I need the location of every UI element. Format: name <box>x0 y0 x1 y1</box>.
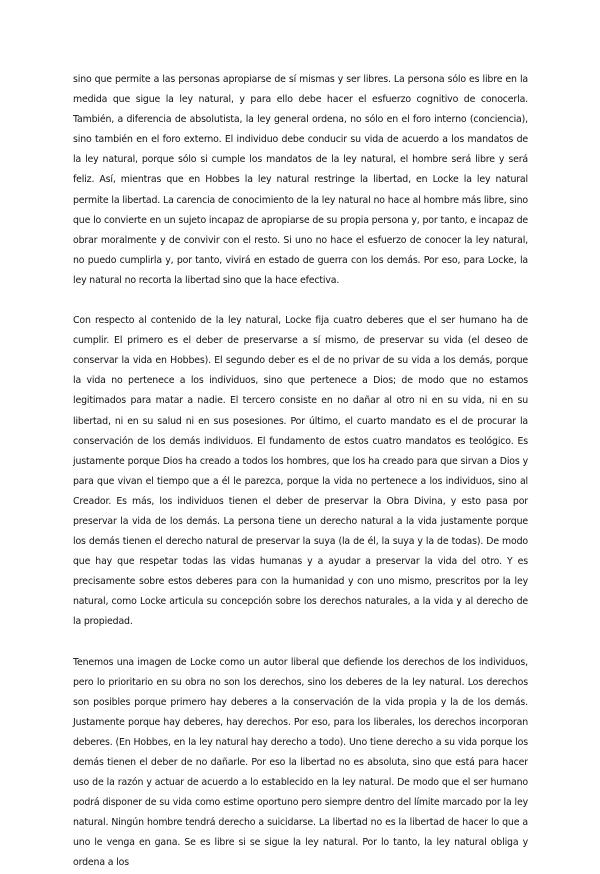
paragraph-2: Con respecto al contenido de la ley natural, Locke fija cuatro deberes que el ser humano ha de cumplir. El primero es el deber de preservarse a sí mismo, de preservar su vida (el deseo de conservar la vida en Hobbes). El segundo deber es el de no privar de su vida a los demás, porque la vida no pertenece a los individuos, sino que pertenece a Dios; de modo que no estamos legitimados para matar a nadie. El tercero consiste en no dañar al otro ni en su vida, ni en su libertad, ni en su salud ni en sus posesiones. Por último, el cuarto mandato es el de procurar la conservación de los demás individuos. El fundamento de estos cuatro mandatos es teológico. Es justamente porque Dios ha creado a todos los hombres, que los ha creado para que sirvan a Dios y para que vivan el tiempo que a él le parezca, porque la vida no pertenece a los individuos, sino al Creador. Es más, los individuos tienen el deber de preservar la Obra Divina, y esto pasa por preservar la vida de los demás. La persona tiene un derecho natural a la vida justamente porque los demás tienen el derecho natural de preservar la suya (la de él, la suya y la de todas). De modo que hay que respetar todas las vidas humanas y a ayudar a preservar la vida del otro. Y es precisamente sobre estos deberes para con la humanidad y con uno mismo, prescritos por la ley natural, como Locke articula su concepción sobre los derechos naturales, a la vida y al derecho de la propiedad. <box>73 315 528 628</box>
paragraph-1: sino que permite a las personas apropiarse de sí mismas y ser libres. La persona sólo es libre en la medida que sigue la ley natural, y para ello debe hacer el esfuerzo cognitivo de conocerla. También, a diferencia de absolutista, la ley general ordena, no sólo en el foro interno (conciencia), sino también en el foro externo. El individuo debe conducir su vida de acuerdo a los mandatos de la ley natural, porque sólo si cumple los mandatos de la ley natural, el hombre será libre y será feliz. Así, mientras que en Hobbes la ley natural restringe la libertad, en Locke la ley natural permite la libertad. La carencia de conocimiento de la ley natural no hace al hombre más libre, sino que lo convierte en un sujeto incapaz de apropiarse de su propia persona y, por tanto, e incapaz de obrar moralmente y de convivir con el resto. Si uno no hace el esfuerzo de conocer la ley natural, no puedo cumplirla y, por tanto, vivirá en estado de guerra con los demás. Por eso, para Locke, la ley natural no recorta la libertad sino que la hace efectiva. <box>73 74 528 286</box>
document-page <box>73 70 528 874</box>
paragraph-3: Tenemos una imagen de Locke como un autor liberal que defiende los derechos de los individuos, pero lo prioritario en su obra no son los derechos, sino los deberes de la ley natural. Los derechos son posibles porque primero hay deberes a la conservación de la vida propia y la de los demás. Justamente porque hay deberes, hay derechos. Por eso, para los liberales, los derechos incorporan deberes. (En Hobbes, en la ley natural hay derecho a todo). Uno tiene derecho a su vida porque los demás tienen el deber de no dañarle. Por eso la libertad no es absoluta, sino que está para hacer uso de la razón y actuar de acuerdo a lo establecido en la ley natural. De modo que el ser humano podrá disponer de su vida como estime oportuno pero siempre dentro del límite marcado por la ley natural. Ningún hombre tendrá derecho a suicidarse. La libertad no es la libertad de hacer lo que a uno le venga en gana. Se es libre si se sigue la ley natural. Por lo tanto, la ley natural obliga y ordena a los <box>73 656 528 869</box>
